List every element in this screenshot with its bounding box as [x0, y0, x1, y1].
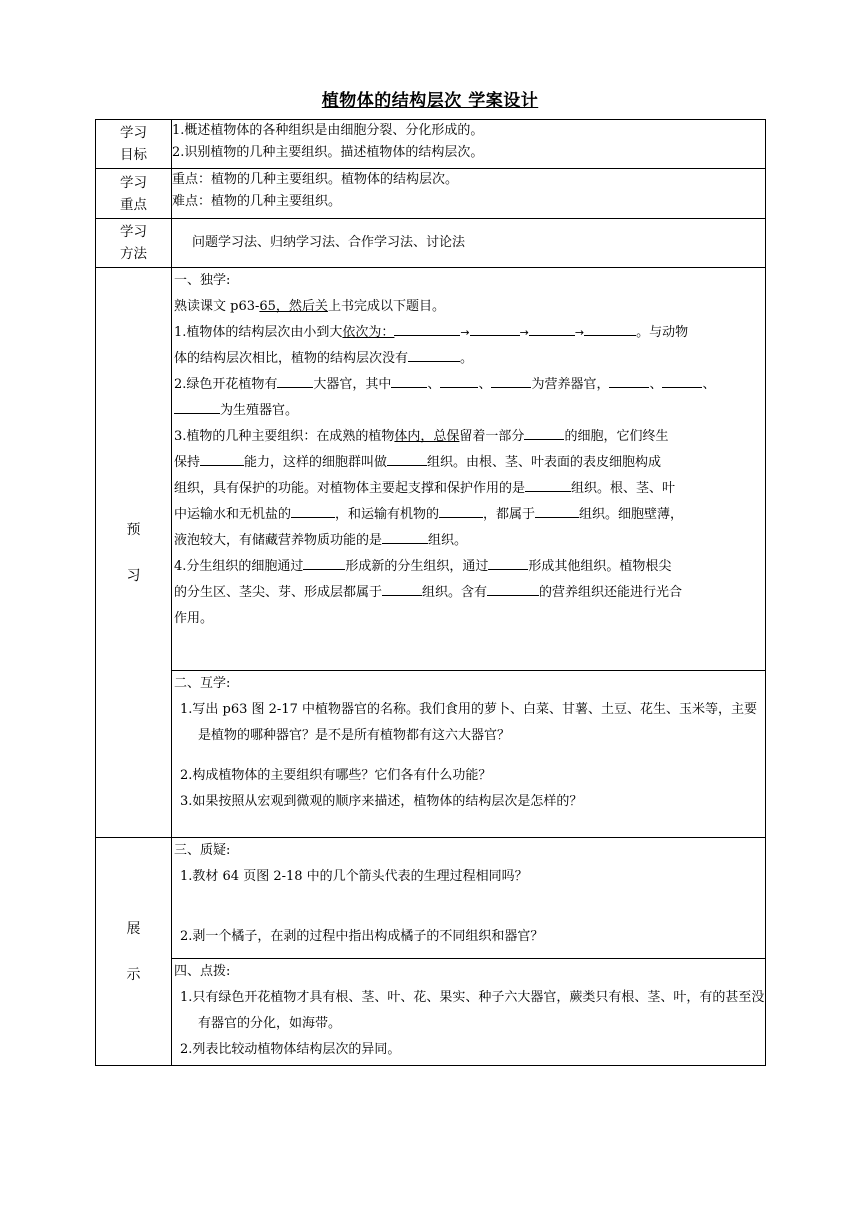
blank[interactable] [488, 555, 528, 570]
doubt-content [172, 838, 766, 959]
doubt-question-2: 2.剥一个橘子，在剥的过程中指出构成橘子的不同组织和器官？ [180, 929, 544, 944]
question-1: 1.植物体的结构层次由小到大依次为： → → → 。与动物 体的结构层次相比，植物的结构层次没有 。 [172, 320, 765, 372]
blank[interactable] [291, 503, 335, 518]
label-show: 展 示 [96, 838, 172, 1066]
blank[interactable] [470, 321, 520, 336]
method-content [172, 219, 766, 268]
blank[interactable] [174, 399, 220, 414]
label-focus: 学习 重点 [96, 169, 172, 219]
doubt-heading: 三、质疑: [174, 843, 231, 858]
focus-content [172, 169, 766, 219]
tips-content [172, 959, 766, 1066]
blank[interactable] [439, 503, 483, 518]
label-preview: 预 习 [96, 268, 172, 838]
tips-point-1: 1.只有绿色开花植物才具有根、茎、叶、花、果实、种子六大器官，蕨类只有根、茎、叶，有的甚至没有器官的分化，如海带。 [180, 990, 765, 1031]
question-3: 3.植物的几种主要组织：在成熟的植物体内，总保留着一部分 的细胞，它们终生 保持 能力，这样的细胞群叫做 组织。由根、茎、叶表面的表皮细胞构成 组织，具有保护的功能。对植物体主要起支撑和保护作用的是 组织。根、茎、叶 中运输水和无机盐的 ，和运输有机物的 ，都属于 组织。细胞壁薄， 液泡较大，有储藏营养物质功能的是 组织。 [172, 424, 765, 554]
row-focus [96, 169, 766, 219]
blank[interactable] [394, 321, 460, 336]
blank[interactable] [200, 451, 244, 466]
blank[interactable] [524, 425, 564, 440]
self-study-content [172, 268, 766, 671]
blank[interactable] [584, 321, 636, 336]
row-goal [96, 120, 766, 169]
goal-line-1: 1.概述植物体的各种组织是由细胞分裂、分化形成的。 [172, 123, 484, 138]
focus-line-2: 难点：植物的几种主要组织。 [172, 194, 342, 209]
blank[interactable] [382, 529, 428, 544]
blank[interactable] [529, 321, 575, 336]
blank[interactable] [662, 373, 702, 388]
doubt-question-1: 1.教材 64 页图 2-18 中的几个箭头代表的生理过程相同吗？ [180, 869, 528, 884]
mutual-question-2: 2.构成植物体的主要组织有哪些？它们各有什么功能？ [180, 768, 492, 783]
blank[interactable] [408, 347, 460, 362]
blank[interactable] [277, 373, 313, 388]
blank[interactable] [382, 581, 422, 596]
row-show-question [96, 838, 766, 959]
self-study-intro: 熟读课文 p63-65，然后关上书完成以下题目。 [174, 299, 445, 314]
blank[interactable] [391, 373, 427, 388]
blank[interactable] [609, 373, 649, 388]
row-method [96, 219, 766, 268]
tips-point-2: 2.列表比较动植物体结构层次的异同。 [180, 1042, 401, 1057]
blank[interactable] [491, 373, 531, 388]
mutual-question-1: 1.写出 p63 图 2-17 中植物器官的名称。我们食用的萝卜、白菜、甘薯、土豆、花生、玉米等，主要是植物的哪种器官？是不是所有植物都有这六大器官？ [180, 702, 758, 743]
blank[interactable] [535, 503, 579, 518]
blank[interactable] [440, 373, 478, 388]
mutual-heading: 二、互学: [174, 676, 231, 691]
tips-heading: 四、点拨: [174, 964, 231, 979]
self-study-heading: 一、独学: [174, 273, 231, 288]
blank[interactable] [387, 451, 427, 466]
page-title: 植物体的结构层次 学案设计 [321, 91, 539, 111]
mutual-question-3: 3.如果按照从宏观到微观的顺序来描述，植物体的结构层次是怎样的？ [180, 794, 583, 809]
row-preview-mutual [96, 671, 766, 838]
question-2: 2.绿色开花植物有 大器官，其中 、 、 为营养器官， 、 、 为生殖器官。 [172, 372, 765, 424]
blank[interactable] [525, 477, 571, 492]
label-method: 学习 方法 [96, 219, 172, 268]
question-4: 4.分生组织的细胞通过 形成新的分生组织，通过 形成其他组织。植物根尖 的分生区、茎尖、芽、形成层都属于 组织。含有 的营养组织还能进行光合 作用。 [172, 554, 765, 632]
goal-content [172, 120, 766, 169]
row-show-tips [96, 959, 766, 1066]
focus-line-1: 重点：植物的几种主要组织。植物体的结构层次。 [172, 172, 459, 187]
mutual-study-content [172, 671, 766, 838]
method-text: 问题学习法、归纳学习法、合作学习法、讨论法 [192, 235, 466, 250]
goal-line-2: 2.识别植物的几种主要组织。描述植物体的结构层次。 [172, 145, 484, 160]
row-preview-self [96, 268, 766, 671]
blank[interactable] [487, 581, 539, 596]
lesson-plan-table [95, 119, 766, 1066]
blank[interactable] [303, 555, 345, 570]
label-goal: 学习 目标 [96, 120, 172, 169]
